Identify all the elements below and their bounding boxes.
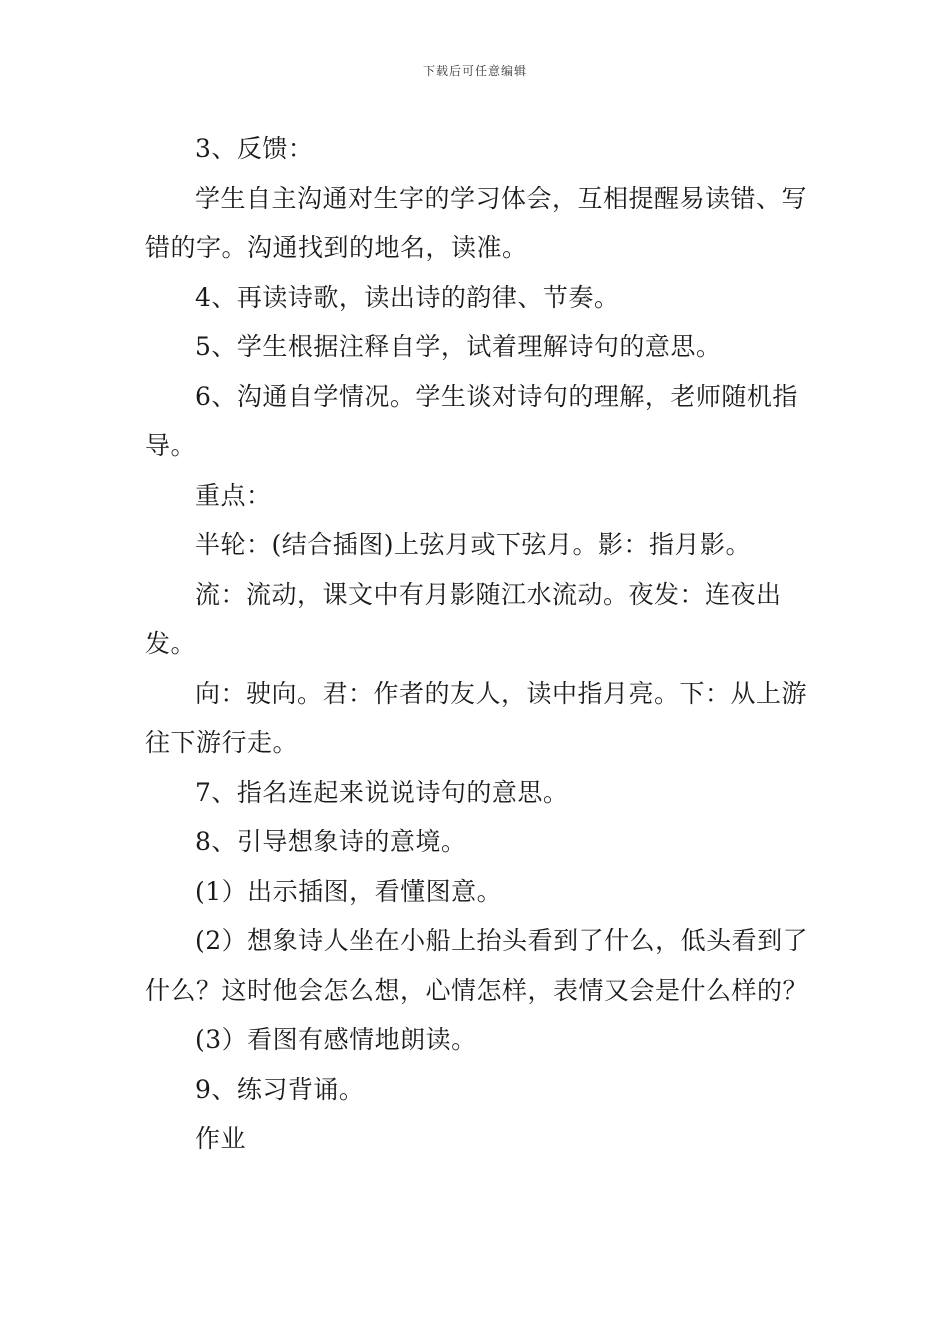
paragraph-key-point-flow: 流：流动，课文中有月影随江水流动。夜发：连夜出发。 <box>145 579 782 658</box>
paragraph-feedback-body: 学生自主沟通对生字的学习体会，互相提醒易读错、写错的字。沟通找到的地名，读准。 <box>145 183 808 262</box>
page-header: 下载后可任意编辑 <box>422 64 527 78</box>
paragraph-step-8-1: (1）出示插图，看懂图意。 <box>195 876 503 906</box>
paragraph-step-4: 4、再读诗歌，读出诗的韵律、节奏。 <box>195 282 620 312</box>
paragraph-step-9: 9、练习背诵。 <box>195 1074 365 1104</box>
paragraph-step-7: 7、指名连起来说说诗句的意思。 <box>195 777 569 807</box>
paragraph-key-points-heading: 重点： <box>195 480 272 510</box>
paragraph-step-5: 5、学生根据注释自学，试着理解诗句的意思。 <box>195 332 722 361</box>
paragraph-key-point-half-moon: 半轮：(结合插图)上弦月或下弦月。影：指月影。 <box>195 530 752 559</box>
paragraph-step-8-3: (3）看图有感情地朗读。 <box>195 1025 477 1054</box>
paragraph-key-point-toward: 向：驶向。君：作者的友人，读中指月亮。下：从上游往下游行走。 <box>145 678 808 757</box>
paragraph-feedback-heading: 3、反馈： <box>195 134 314 163</box>
paragraph-step-8-2: (2）想象诗人坐在小船上抬头看到了什么，低头看到了什么？这时他会怎么想，心情怎样，表情又会是什么样的？ <box>145 926 809 1005</box>
paragraph-step-6: 6、沟通自学情况。学生谈对诗句的理解，老师随机指导。 <box>145 381 798 460</box>
document-body <box>145 124 810 1164</box>
paragraph-homework-heading: 作业 <box>195 1124 247 1153</box>
paragraph-step-8: 8、引导想象诗的意境。 <box>195 827 467 856</box>
